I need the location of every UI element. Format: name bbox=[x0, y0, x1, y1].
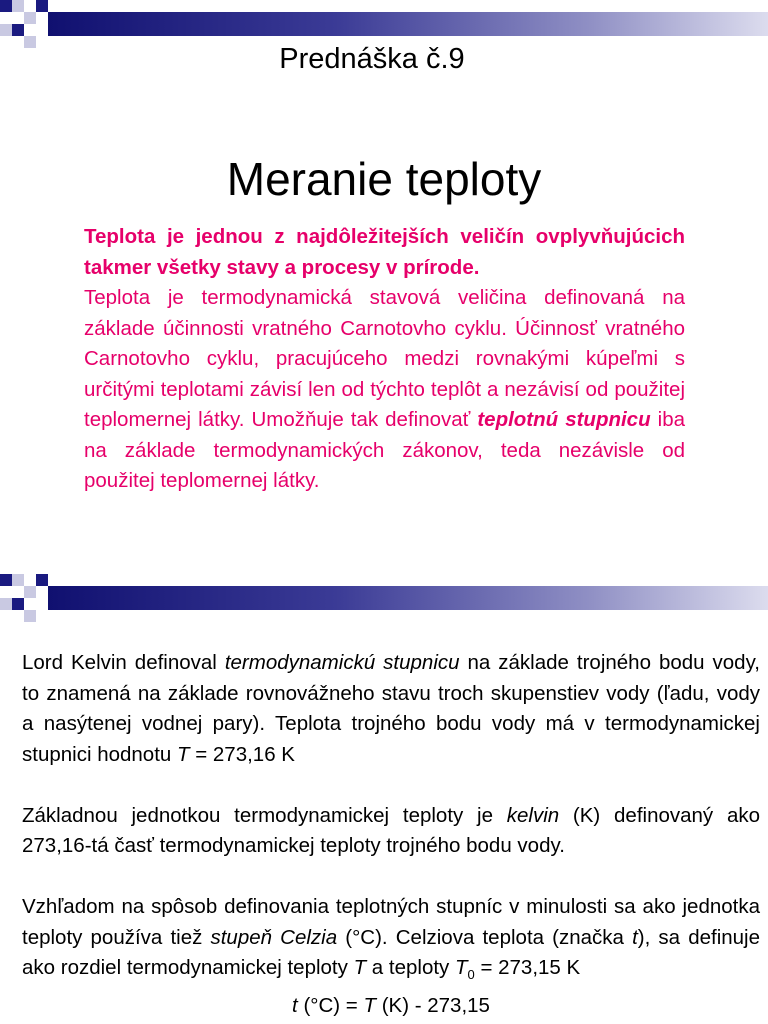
unit-paragraph: Základnou jednotkou termodynamickej teploty je kelvin (K) definovaný ako 273,16-tá časť termodynamickej teploty trojného bodu vody. bbox=[22, 803, 760, 857]
slide-2-body bbox=[22, 648, 760, 1021]
header-square bbox=[12, 24, 24, 36]
emphasis-term: teplotnú stupnicu bbox=[477, 408, 651, 431]
header-square bbox=[12, 0, 24, 12]
header-bar bbox=[48, 12, 768, 36]
slide-2 bbox=[0, 574, 768, 1024]
kelvin-paragraph: Lord Kelvin definoval termodynamickú stupnicu na základe trojného bodu vody, to znamená na základe rovnovážneho stavu troch skupenstiev vody (ľadu, vody a nasýtenej vodnej pary). Teplota trojného bodu vody má v termodynamickej stupnici hodnotu T = 273,16 K bbox=[22, 651, 761, 766]
header-square bbox=[24, 12, 36, 24]
header-square bbox=[12, 574, 24, 586]
lecture-number: Prednáška č.9 bbox=[279, 43, 465, 75]
celsius-paragraph: Vzhľadom na spôsob definovania teplotných stupníc v minulosti sa ako jednotka teploty používa tiež stupeň Celzia (°C). Celziova teplota (značka t), sa definuje ako rozdiel termodynamickej teploty T a teploty $T_0 = 273,15$ K bbox=[22, 895, 761, 983]
header-square bbox=[0, 0, 12, 12]
header-bar bbox=[48, 586, 768, 610]
celsius-formula: t (°C) = T (K) - 273,15 bbox=[292, 993, 490, 1017]
header-square bbox=[24, 610, 36, 622]
lead-paragraph: Teplota je jednou z najdôležitejších veličín ovplyvňujúcich takmer všetky stavy a procesy v prírode. bbox=[84, 225, 685, 279]
header-square bbox=[12, 598, 24, 610]
header-square bbox=[0, 598, 12, 610]
header-square bbox=[36, 0, 48, 12]
header-decoration bbox=[0, 0, 768, 48]
definition-paragraph: Teplota je termodynamická stavová veličina definovaná na základe účinnosti vratného Carnotovho cyklu. Účinnosť vratného Carnotovho cyklu, pracujúceho medzi rovnakými kúpeľmi s určitými teplotami závisí len od týchto teplôt a nezávisí od použitej teplomernej látky. Umožňuje tak definovať teplotnú stupnicu iba na základe termodynamických zákonov, teda nezávisle od použitej teplomernej látky. bbox=[84, 286, 685, 492]
header-decoration bbox=[0, 574, 768, 622]
header-square bbox=[36, 574, 48, 586]
header-square bbox=[0, 574, 12, 586]
header-square bbox=[24, 586, 36, 598]
slide-title: Meranie teploty bbox=[226, 153, 542, 205]
definition-text bbox=[84, 222, 685, 497]
header-square bbox=[0, 24, 12, 36]
